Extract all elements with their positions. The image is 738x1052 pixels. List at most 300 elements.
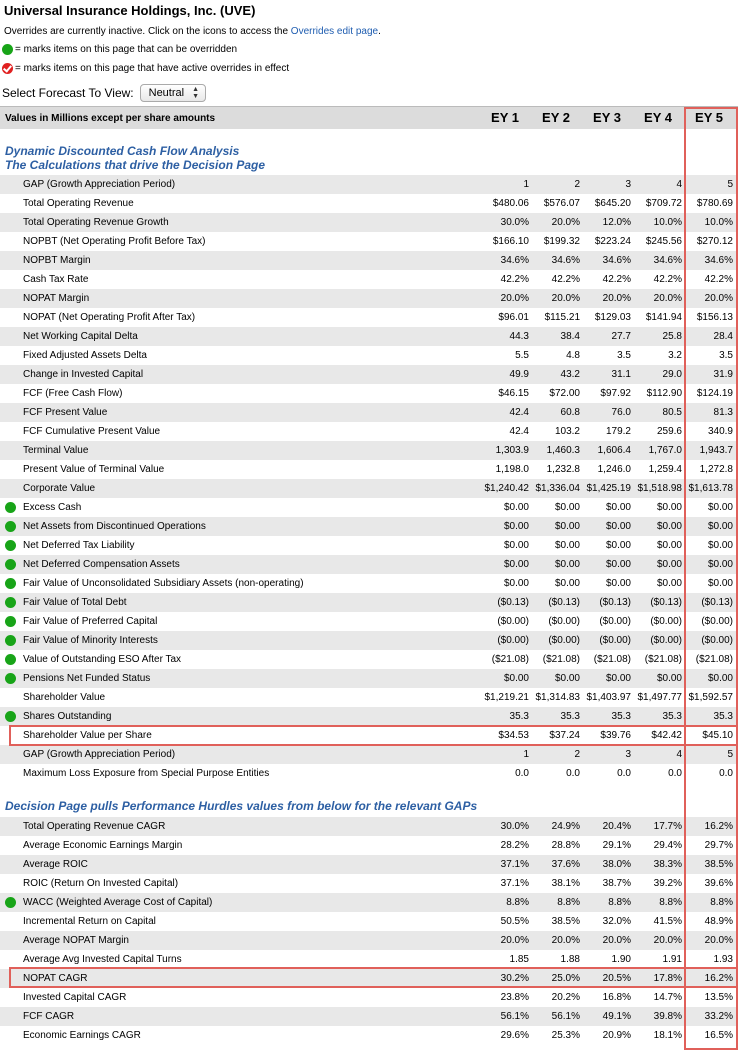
cell-ey5: $124.19 <box>696 388 733 399</box>
cell-ey4: $1,518.98 <box>637 483 682 494</box>
cell-ey2: 20.2% <box>551 992 580 1003</box>
cell-ey4: 42.2% <box>653 274 682 285</box>
cell-ey1: 44.3 <box>509 331 529 342</box>
cell-ey4: 4 <box>676 179 682 190</box>
row-label: GAP (Growth Appreciation Period) <box>23 749 176 760</box>
cell-ey3: 3.5 <box>617 350 631 361</box>
cell-ey1: $1,240.42 <box>484 483 529 494</box>
cell-ey5: 1,943.7 <box>699 445 733 456</box>
cell-ey2: 20.0% <box>551 293 580 304</box>
cell-ey1: 20.0% <box>500 293 529 304</box>
cell-ey1: ($0.00) <box>497 635 529 646</box>
section-dcf-title <box>5 144 265 172</box>
cell-ey1: ($0.00) <box>497 616 529 627</box>
row-label: Average Avg Invested Capital Turns <box>23 954 182 965</box>
row-label: WACC (Weighted Average Cost of Capital) <box>23 897 213 908</box>
note-suffix: . <box>378 26 381 37</box>
green-dot-icon <box>2 44 13 55</box>
cell-ey1: 42.4 <box>509 407 529 418</box>
override-dot-icon[interactable] <box>5 578 16 589</box>
cell-ey1: 37.1% <box>500 878 529 889</box>
cell-ey3: ($0.00) <box>599 635 631 646</box>
cell-ey5: $1,592.57 <box>688 692 733 703</box>
cell-ey4: 0.0 <box>668 768 682 779</box>
cell-ey3: $0.00 <box>605 521 631 532</box>
override-dot-icon[interactable] <box>5 711 16 722</box>
table-row <box>0 536 738 555</box>
cell-ey4: 1,767.0 <box>648 445 682 456</box>
table-row <box>0 232 738 251</box>
cell-ey1: 42.2% <box>500 274 529 285</box>
cell-ey1: ($0.13) <box>497 597 529 608</box>
cell-ey3: 8.8% <box>608 897 631 908</box>
cell-ey1: 8.8% <box>506 897 529 908</box>
note-prefix: Overrides are currently inactive. Click on the icons to access the <box>4 26 291 37</box>
cell-ey4: 38.3% <box>653 859 682 870</box>
override-dot-icon[interactable] <box>5 559 16 570</box>
cell-ey4: 20.0% <box>653 935 682 946</box>
cell-ey2: $0.00 <box>554 559 580 570</box>
row-label: Maximum Loss Exposure from Special Purpose Entities <box>23 768 270 779</box>
cell-ey4: 18.1% <box>653 1030 682 1041</box>
cell-ey3: 38.7% <box>602 878 631 889</box>
cell-ey3: $645.20 <box>594 198 631 209</box>
cell-ey2: $0.00 <box>554 502 580 513</box>
cell-ey5: 20.0% <box>704 293 733 304</box>
cell-ey3: 1.90 <box>611 954 631 965</box>
cell-ey3: 1,606.4 <box>597 445 631 456</box>
overrides-note <box>4 26 381 37</box>
row-label: Fair Value of Minority Interests <box>23 635 158 646</box>
cell-ey3: $0.00 <box>605 559 631 570</box>
section-dcf-line1: Dynamic Discounted Cash Flow Analysis <box>5 144 240 158</box>
cell-ey2: $0.00 <box>554 578 580 589</box>
legend-active-overrides <box>2 63 289 74</box>
cell-ey1: 23.8% <box>500 992 529 1003</box>
row-label: Value of Outstanding ESO After Tax <box>23 654 182 665</box>
table-header <box>0 106 738 129</box>
cell-ey2: 2 <box>574 749 580 760</box>
cell-ey1: $0.00 <box>503 521 529 532</box>
table-row <box>0 289 738 308</box>
page-title: Universal Insurance Holdings, Inc. (UVE) <box>4 3 256 18</box>
select-arrows-icon: ▲ ▼ <box>192 86 200 100</box>
row-label: Cash Tax Rate <box>23 274 89 285</box>
cell-ey5: ($0.13) <box>701 597 733 608</box>
cell-ey4: 4 <box>676 749 682 760</box>
cell-ey3: 3 <box>625 749 631 760</box>
cell-ey3: $0.00 <box>605 502 631 513</box>
cell-ey2: 25.3% <box>551 1030 580 1041</box>
cell-ey5: $156.13 <box>696 312 733 323</box>
cell-ey1: 1,198.0 <box>495 464 529 475</box>
cell-ey4: $709.72 <box>645 198 682 209</box>
row-label: GAP (Growth Appreciation Period) <box>23 179 176 190</box>
cell-ey5: 13.5% <box>704 992 733 1003</box>
cell-ey5: 81.3 <box>713 407 733 418</box>
cell-ey3: 29.1% <box>602 840 631 851</box>
row-label: Average NOPAT Margin <box>23 935 129 946</box>
row-label: Fair Value of Unconsolidated Subsidiary Assets (non-operating) <box>23 578 304 589</box>
cell-ey2: ($0.00) <box>548 616 580 627</box>
cell-ey4: $1,497.77 <box>637 692 682 703</box>
cell-ey2: 0.0 <box>566 768 580 779</box>
table-row <box>0 931 738 950</box>
table-row <box>0 441 738 460</box>
header-ey3: EY 3 <box>593 110 621 125</box>
cell-ey4: 259.6 <box>656 426 682 437</box>
cell-ey4: 39.2% <box>653 878 682 889</box>
cell-ey5: 35.3 <box>713 711 733 722</box>
cell-ey3: 76.0 <box>611 407 631 418</box>
table-row <box>0 555 738 574</box>
row-label: NOPBT Margin <box>23 255 91 266</box>
table-row <box>0 460 738 479</box>
row-label: Average ROIC <box>23 859 88 870</box>
cell-ey3: $1,403.97 <box>586 692 631 703</box>
cell-ey3: 20.0% <box>602 935 631 946</box>
cell-ey5: 39.6% <box>704 878 733 889</box>
cell-ey2: ($21.08) <box>542 654 580 665</box>
row-label: Net Assets from Discontinued Operations <box>23 521 206 532</box>
cell-ey4: $112.90 <box>646 388 682 399</box>
row-label: Incremental Return on Capital <box>23 916 156 927</box>
cell-ey5: 33.2% <box>704 1011 733 1022</box>
cell-ey5: 340.9 <box>707 426 733 437</box>
table-row <box>0 745 738 764</box>
cell-ey1: $0.00 <box>503 578 529 589</box>
row-label: FCF Cumulative Present Value <box>23 426 161 437</box>
cell-ey1: 5.5 <box>515 350 529 361</box>
row-label: Change in Invested Capital <box>23 369 144 380</box>
cell-ey1: 1 <box>523 179 529 190</box>
cell-ey3: 1,246.0 <box>597 464 631 475</box>
cell-ey2: $576.07 <box>543 198 580 209</box>
row-label: ROIC (Return On Invested Capital) <box>23 878 179 889</box>
override-dot-icon[interactable] <box>5 635 16 646</box>
cell-ey2: $37.24 <box>549 730 580 741</box>
cell-ey4: 25.8 <box>662 331 682 342</box>
table-row <box>0 327 738 346</box>
cell-ey3: $0.00 <box>605 540 631 551</box>
cell-ey1: 1 <box>523 749 529 760</box>
cell-ey5: 1.93 <box>713 954 733 965</box>
cell-ey3: $39.76 <box>600 730 631 741</box>
cell-ey1: 0.0 <box>515 768 529 779</box>
cell-ey3: 32.0% <box>602 916 631 927</box>
cell-ey1: 29.6% <box>500 1030 529 1041</box>
cell-ey1: 28.2% <box>500 840 529 851</box>
table-row <box>0 988 738 1007</box>
cell-ey2: 34.6% <box>551 255 580 266</box>
red-check-icon <box>2 63 13 74</box>
row-label: FCF CAGR <box>23 1011 75 1022</box>
cell-ey1: 49.9 <box>509 369 529 380</box>
table-row <box>0 479 738 498</box>
cell-ey3: 0.0 <box>617 768 631 779</box>
cell-ey5: 16.2% <box>704 973 733 984</box>
table-row <box>0 517 738 536</box>
cell-ey5: $270.12 <box>696 236 733 247</box>
row-label: Pensions Net Funded Status <box>23 673 151 684</box>
cell-ey2: ($0.13) <box>548 597 580 608</box>
override-dot-icon[interactable] <box>5 502 16 513</box>
cell-ey5: $780.69 <box>696 198 733 209</box>
cell-ey5: 34.6% <box>704 255 733 266</box>
cell-ey2: 35.3 <box>560 711 580 722</box>
cell-ey3: 42.2% <box>602 274 631 285</box>
cell-ey2: $1,314.83 <box>535 692 580 703</box>
cell-ey1: 1.85 <box>509 954 529 965</box>
cell-ey1: 1,303.9 <box>495 445 529 456</box>
table-row <box>0 631 738 650</box>
row-label: Shareholder Value per Share <box>23 730 152 741</box>
row-label: Total Operating Revenue Growth <box>23 217 169 228</box>
cell-ey2: $115.21 <box>544 312 580 323</box>
cell-ey1: 37.1% <box>500 859 529 870</box>
override-dot-icon[interactable] <box>5 673 16 684</box>
table-row <box>0 817 738 836</box>
table-row <box>0 669 738 688</box>
cell-ey4: 39.8% <box>653 1011 682 1022</box>
cell-ey2: ($0.00) <box>548 635 580 646</box>
cell-ey5: $0.00 <box>707 540 733 551</box>
cell-ey3: 3 <box>625 179 631 190</box>
cell-ey1: $46.15 <box>498 388 529 399</box>
cell-ey3: 35.3 <box>611 711 631 722</box>
table-row <box>0 194 738 213</box>
cell-ey4: 41.5% <box>653 916 682 927</box>
cell-ey5: ($0.00) <box>701 635 733 646</box>
cell-ey1: $0.00 <box>503 559 529 570</box>
cell-ey2: 20.0% <box>551 935 580 946</box>
table-row <box>0 365 738 384</box>
cell-ey2: 8.8% <box>557 897 580 908</box>
cell-ey1: 42.4 <box>509 426 529 437</box>
cell-ey3: 27.7 <box>611 331 631 342</box>
cell-ey4: 34.6% <box>653 255 682 266</box>
cell-ey4: $0.00 <box>656 521 682 532</box>
cell-ey2: 2 <box>574 179 580 190</box>
cell-ey4: 1,259.4 <box>648 464 682 475</box>
cell-ey5: $0.00 <box>707 502 733 513</box>
cell-ey3: $97.92 <box>600 388 631 399</box>
cell-ey2: $1,336.04 <box>535 483 580 494</box>
cell-ey4: 8.8% <box>659 897 682 908</box>
table-row <box>0 612 738 631</box>
cell-ey4: ($21.08) <box>644 654 682 665</box>
cell-ey5: 1,272.8 <box>699 464 733 475</box>
cell-ey3: 16.8% <box>602 992 631 1003</box>
cell-ey1: 35.3 <box>509 711 529 722</box>
cell-ey1: $0.00 <box>503 673 529 684</box>
cell-ey5: 10.0% <box>704 217 733 228</box>
cell-ey4: $0.00 <box>656 502 682 513</box>
cell-ey4: 20.0% <box>653 293 682 304</box>
cell-ey4: $0.00 <box>656 540 682 551</box>
cell-ey2: $0.00 <box>554 673 580 684</box>
cell-ey5: 16.5% <box>704 1030 733 1041</box>
row-label: Shareholder Value <box>23 692 106 703</box>
table-row <box>0 346 738 365</box>
table-row <box>0 874 738 893</box>
override-dot-icon[interactable] <box>5 597 16 608</box>
override-dot-icon[interactable] <box>5 897 16 908</box>
table-row <box>0 574 738 593</box>
cell-ey4: 35.3 <box>662 711 682 722</box>
table-row <box>0 707 738 726</box>
cell-ey2: 60.8 <box>560 407 580 418</box>
row-label: Present Value of Terminal Value <box>23 464 165 475</box>
cell-ey5: 3.5 <box>719 350 733 361</box>
cell-ey5: $0.00 <box>707 578 733 589</box>
cell-ey2: $0.00 <box>554 521 580 532</box>
header-ey2: EY 2 <box>542 110 570 125</box>
cell-ey5: 38.5% <box>704 859 733 870</box>
table-row <box>0 1007 738 1026</box>
cell-ey5: ($0.00) <box>701 616 733 627</box>
cell-ey5: 16.2% <box>704 821 733 832</box>
cell-ey2: 38.5% <box>551 916 580 927</box>
cell-ey3: 20.0% <box>602 293 631 304</box>
row-label: Net Working Capital Delta <box>23 331 138 342</box>
override-dot-icon[interactable] <box>5 540 16 551</box>
cell-ey3: 49.1% <box>602 1011 631 1022</box>
cell-ey5: 0.0 <box>719 768 733 779</box>
header-ey4: EY 4 <box>644 110 672 125</box>
table-row <box>0 836 738 855</box>
table-row <box>0 498 738 517</box>
cell-ey1: $0.00 <box>503 540 529 551</box>
row-label: NOPBT (Net Operating Profit Before Tax) <box>23 236 206 247</box>
cell-ey3: 31.1 <box>611 369 631 380</box>
table-row <box>0 893 738 912</box>
table-row <box>0 403 738 422</box>
cell-ey3: 20.9% <box>602 1030 631 1041</box>
cell-ey3: 20.4% <box>602 821 631 832</box>
forecast-label: Select Forecast To View: <box>2 86 134 100</box>
row-label: Fair Value of Total Debt <box>23 597 127 608</box>
overrides-edit-link[interactable]: Overrides edit page <box>290 26 379 37</box>
cell-ey2: $72.00 <box>549 388 580 399</box>
cell-ey5: 29.7% <box>704 840 733 851</box>
cell-ey4: 3.2 <box>668 350 682 361</box>
table-row <box>0 251 738 270</box>
cell-ey3: 12.0% <box>602 217 631 228</box>
override-dot-icon[interactable] <box>5 654 16 665</box>
cell-ey1: $0.00 <box>503 502 529 513</box>
row-label: Total Operating Revenue CAGR <box>23 821 166 832</box>
row-label: Total Operating Revenue <box>23 198 134 209</box>
override-dot-icon[interactable] <box>5 616 16 627</box>
row-label: Fixed Adjusted Assets Delta <box>23 350 147 361</box>
cell-ey4: $42.42 <box>651 730 682 741</box>
row-label: FCF Present Value <box>23 407 108 418</box>
cell-ey1: ($21.08) <box>491 654 529 665</box>
table-row <box>0 270 738 289</box>
cell-ey3: 34.6% <box>602 255 631 266</box>
cell-ey2: 38.4 <box>560 331 580 342</box>
cell-ey5: 31.9 <box>713 369 733 380</box>
cell-ey2: 103.2 <box>554 426 580 437</box>
cell-ey5: $1,613.78 <box>688 483 733 494</box>
cell-ey4: 14.7% <box>653 992 682 1003</box>
cell-ey5: 48.9% <box>704 916 733 927</box>
cell-ey2: 4.8 <box>566 350 580 361</box>
table-row <box>0 950 738 969</box>
cell-ey4: 10.0% <box>653 217 682 228</box>
cell-ey1: 30.0% <box>500 217 529 228</box>
cell-ey2: 38.1% <box>551 878 580 889</box>
header-ey5: EY 5 <box>695 110 723 125</box>
row-label: Terminal Value <box>23 445 89 456</box>
cell-ey2: 20.0% <box>551 217 580 228</box>
cell-ey4: $141.94 <box>645 312 682 323</box>
table-row <box>0 175 738 194</box>
table-row <box>0 688 738 707</box>
cell-ey4: 17.7% <box>653 821 682 832</box>
cell-ey3: ($0.00) <box>599 616 631 627</box>
cell-ey4: ($0.13) <box>650 597 682 608</box>
cell-ey2: 1,460.3 <box>546 445 580 456</box>
table-row <box>0 726 738 745</box>
forecast-select-value: Neutral <box>148 87 185 99</box>
cell-ey2: 24.9% <box>551 821 580 832</box>
section-dcf-line2: The Calculations that drive the Decision Page <box>5 158 266 172</box>
section-hurdles-title: Decision Page pulls Performance Hurdles values from below for the relevant GAPs <box>5 799 478 813</box>
cell-ey5: 20.0% <box>704 935 733 946</box>
table-row <box>0 969 738 988</box>
row-label: NOPAT Margin <box>23 293 90 304</box>
cell-ey3: ($0.13) <box>599 597 631 608</box>
table-row <box>0 855 738 874</box>
cell-ey2: 42.2% <box>551 274 580 285</box>
cell-ey5: ($21.08) <box>695 654 733 665</box>
cell-ey1: $166.10 <box>492 236 529 247</box>
cell-ey2: 43.2 <box>560 369 580 380</box>
cell-ey4: $0.00 <box>656 559 682 570</box>
cell-ey4: ($0.00) <box>650 616 682 627</box>
cell-ey2: $199.32 <box>543 236 580 247</box>
cell-ey5: 42.2% <box>704 274 733 285</box>
cell-ey2: 56.1% <box>551 1011 580 1022</box>
row-label: FCF (Free Cash Flow) <box>23 388 123 399</box>
cell-ey4: $0.00 <box>656 578 682 589</box>
table-row <box>0 912 738 931</box>
row-label: Fair Value of Preferred Capital <box>23 616 158 627</box>
cell-ey4: 29.0 <box>662 369 682 380</box>
row-label: Excess Cash <box>23 502 82 513</box>
cell-ey3: ($21.08) <box>593 654 631 665</box>
cell-ey1: 30.2% <box>500 973 529 984</box>
cell-ey1: 34.6% <box>500 255 529 266</box>
cell-ey1: 50.5% <box>500 916 529 927</box>
cell-ey5: $0.00 <box>707 521 733 532</box>
table-row <box>0 308 738 327</box>
forecast-select[interactable] <box>140 84 206 102</box>
cell-ey4: ($0.00) <box>650 635 682 646</box>
cell-ey5: 8.8% <box>710 897 733 908</box>
forecast-selector <box>2 84 206 102</box>
override-dot-icon[interactable] <box>5 521 16 532</box>
cell-ey4: 1.91 <box>662 954 682 965</box>
cell-ey1: $480.06 <box>492 198 529 209</box>
cell-ey1: 30.0% <box>500 821 529 832</box>
table-row <box>0 213 738 232</box>
table-row <box>0 1026 738 1045</box>
cell-ey2: 37.6% <box>551 859 580 870</box>
cell-ey4: $0.00 <box>656 673 682 684</box>
